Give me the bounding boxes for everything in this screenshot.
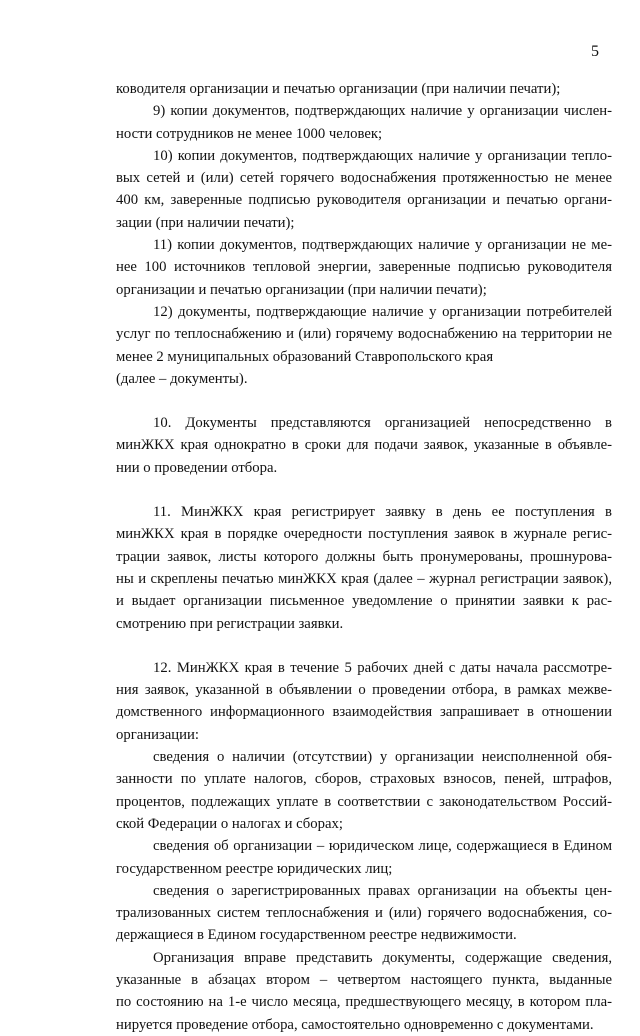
text-line: организации и печатью организации (при наличии печати);: [116, 281, 487, 298]
text-line: ны и скреплены печатью минЖКХ края (далее – журнал регистрации заявок),: [116, 570, 612, 587]
text-line: ности сотрудников не менее 1000 человек;: [116, 125, 383, 142]
text-line: сведения о наличии (отсутствии) у организации неисполненной обя-: [153, 749, 612, 766]
text-line: 10. Документы представляются организацией непосредственно в: [153, 415, 612, 432]
text-line: сведения об организации – юридическом лице, содержащиеся в Едином: [153, 838, 612, 855]
text-line: и выдает организации письменное уведомление о принятии заявки к рас-: [116, 593, 612, 610]
paragraph-gap: [116, 390, 612, 412]
page-number: 5: [591, 43, 599, 60]
text-line: 400 км, заверенные подписью руководителя организации и печатью органи-: [116, 192, 612, 209]
text-line: указанные в абзацах втором – четвертом настоящего пункта, выданные: [116, 971, 612, 988]
paragraph-item-10: [116, 145, 612, 234]
text-line: домственного информационного взаимодействия запрашивает в отношении: [116, 704, 612, 721]
text-line: менее 2 муниципальных образований Ставропольского края: [116, 348, 494, 365]
section-10: [116, 412, 612, 479]
text-line: вых сетей и (или) сетей горячего водоснабжения протяженностью не менее: [116, 170, 612, 187]
paragraph-gap: [116, 635, 612, 657]
paragraph-legal-entity-info: [116, 835, 612, 880]
paragraph-organization-right: [116, 947, 612, 1036]
text-line: зации (при наличии печати);: [116, 214, 295, 231]
text-line: государственном реестре юридических лиц;: [116, 860, 393, 877]
text-line: ской Федерации о налогах и сборах;: [116, 815, 343, 832]
paragraph-item-12: [116, 301, 612, 390]
text-line: по состоянию на 1-е число месяца, предшествующего месяцу, в котором пла-: [116, 994, 612, 1011]
text-line: 11. МинЖКХ края регистрирует заявку в день ее поступления в: [153, 504, 612, 521]
paragraph-item-11: [116, 234, 612, 301]
document-body: [116, 78, 612, 1036]
text-line: 11) копии документов, подтверждающих наличие у организации не ме-: [153, 237, 612, 254]
text-line: ководителя организации и печатью организации (при наличии печати);: [116, 81, 561, 97]
text-line: (далее – документы).: [116, 370, 248, 387]
text-line: 12. МинЖКХ края в течение 5 рабочих дней с даты начала рассмотре-: [153, 659, 612, 676]
paragraph-property-rights-info: [116, 880, 612, 947]
text-line: трации заявок, листы которого должны быть пронумерованы, прошнурова-: [116, 548, 612, 565]
text-line: нии о проведении отбора.: [116, 459, 278, 476]
text-line: процентов, подлежащих уплате в соответствии с законодательством Россий-: [116, 793, 612, 810]
section-11: [116, 501, 612, 635]
text-line: ния заявок, указанной в объявлении о проведении отбора, в рамках межве-: [116, 682, 612, 699]
text-line: минЖКХ края однократно в сроки для подачи заявок, указанные в объявле-: [116, 437, 612, 454]
text-line: организации:: [116, 726, 199, 743]
text-line: 12) документы, подтверждающие наличие у организации потребителей: [153, 303, 612, 320]
text-line: держащиеся в Едином государственном реестре недвижимости.: [116, 927, 517, 944]
text-line: минЖКХ края в порядке очередности поступления заявок в журнале регис-: [116, 526, 612, 543]
text-line: трализованных систем теплоснабжения и (или) горячего водоснабжения, со-: [116, 905, 612, 922]
text-line: Организация вправе представить документы, содержащие сведения,: [153, 949, 612, 966]
paragraph-item-9: [116, 100, 612, 145]
text-line: сведения о зарегистрированных правах организации на объекты цен-: [153, 882, 612, 899]
text-line: нее 100 источников тепловой энергии, заверенные подписью руководителя: [116, 259, 612, 276]
text-line: услуг по теплоснабжению и (или) горячему водоснабжению на территории не: [116, 326, 612, 343]
paragraph-tax-info: [116, 746, 612, 835]
text-line: 10) копии документов, подтверждающих наличие у организации тепло-: [153, 147, 612, 164]
paragraph-gap: [116, 479, 612, 501]
text-line: 9) копии документов, подтверждающих наличие у организации числен-: [153, 103, 612, 120]
paragraph: [116, 78, 612, 100]
text-line: смотрению при регистрации заявки.: [116, 615, 344, 632]
text-line: нируется проведение отбора, самостоятельно одновременно с документами.: [116, 1016, 594, 1033]
section-12: [116, 657, 612, 746]
text-line: занности по уплате налогов, сборов, страховых взносов, пеней, штрафов,: [116, 771, 612, 788]
